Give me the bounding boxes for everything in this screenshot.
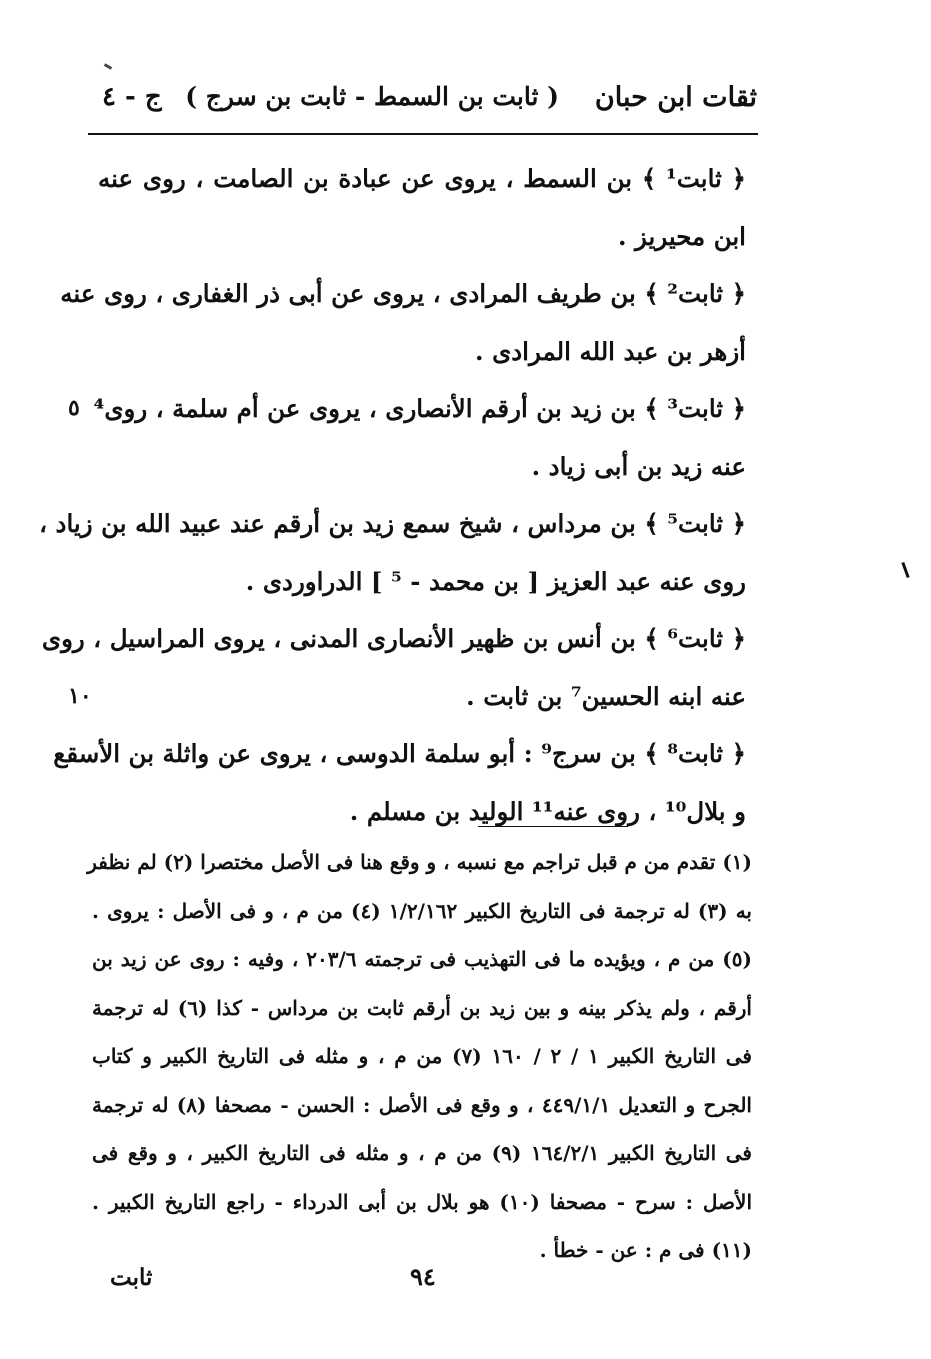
text-line: روى عنه عبد العزيز [ بن محمد - ⁵ ] الدراوردى .: [245, 566, 746, 596]
footnotes: [87, 838, 752, 1275]
text-line: ابن محيريز .: [617, 221, 746, 251]
margin-mark: [901, 562, 909, 578]
line-number: ١٠: [68, 682, 92, 709]
text-line: و بلال¹⁰ ، روى عنه¹¹ الوليد بن مسلم .: [349, 796, 746, 826]
text-line: [68, 668, 746, 726]
text-line: [68, 380, 746, 438]
scan-artifact: [104, 63, 112, 70]
footnote-rule: [478, 826, 628, 827]
footnote-line: الجرح و التعديل ٤٤٩/١/١ ، و وقع فى الأصل : الحسن - مصحفا (٨) له ترجمة: [92, 1092, 752, 1117]
volume-number: ج - ٤: [102, 82, 162, 112]
text-line: ﴿ ثابت⁵ ﴾ بن مرداس ، شيخ سمع زيد بن أرقم عند عبيد الله بن زياد ،: [39, 509, 746, 538]
entry-range: ( ثابت بن السمط - ثابت بن سرج ): [185, 82, 559, 111]
text-line: أزهر بن عبد الله المرادى .: [475, 336, 746, 366]
text-line: ﴿ ثابت⁶ ﴾ بن أنس بن ظهير الأنصارى المدنى ، يروى المراسيل ، روى: [41, 624, 746, 653]
footnote-line: فى التاريخ الكبير ١ / ٢ / ١٦٠ (٧) من م ، و مثله فى التاريخ الكبير و كتاب: [92, 1044, 752, 1068]
running-header: [92, 78, 757, 126]
footnote-line: فى التاريخ الكبير ١٦٤/٢/١ (٩) من م ، و مثله فى التاريخ الكبير ، و وقع فى: [92, 1141, 752, 1165]
footnote-line: أرقم ، ولم يذكر بينه و بين زيد بن أرقم ثابت بن مرداس - كذا (٦) له ترجمة: [92, 995, 752, 1020]
text-line: ﴿ ثابت² ﴾ بن طريف المرادى ، يروى عن أبى ذر الغفارى ، روى عنه: [60, 279, 746, 308]
catchword: ثابت: [110, 1264, 153, 1291]
footnote-line: (١) تقدم من م قبل تراجم مع نسبه ، و وقع هنا فى الأصل مختصرا (٢) لم نظفر: [87, 850, 752, 874]
text-line-content: عنه ابنه الحسين⁷ بن ثابت .: [466, 681, 746, 711]
footnote-line: (٥) من م ، ويؤيده ما فى التهذيب فى ترجمته ٢٠٣/٦ ، وفيه : روى عن زيد بن: [92, 947, 752, 971]
header-rule: [88, 133, 758, 135]
page-number: ٩٤: [410, 1262, 436, 1291]
footnote-line: الأصل : سرح - مصحفا (١٠) هو بلال بن أبى الدرداء - راجع التاريخ الكبير .: [92, 1189, 752, 1214]
footnote-line: به (٣) له ترجمة فى التاريخ الكبير ١/٢/١٦٢ (٤) من م ، و فى الأصل : يروى .: [92, 898, 752, 923]
text-line: ﴿ ثابت¹ ﴾ بن السمط ، يروى عن عبادة بن الصامت ، روى عنه: [98, 164, 746, 193]
main-text: [39, 150, 746, 840]
text-line: عنه زيد بن أبى زياد .: [531, 451, 746, 481]
text-line-content: ﴿ ثابت³ ﴾ بن زيد بن أرقم الأنصارى ، يروى عن أم سلمة ، روى⁴: [93, 394, 746, 423]
line-number: ٥: [68, 395, 80, 421]
text-line: ﴿ ثابت⁸ ﴾ بن سرج⁹ : أبو سلمة الدوسى ، يروى عن واثلة بن الأسقع: [53, 739, 746, 768]
book-title: ثقات ابن حبان: [594, 82, 757, 113]
footnote-line: (١١) فى م : عن - خطأ .: [539, 1238, 752, 1262]
